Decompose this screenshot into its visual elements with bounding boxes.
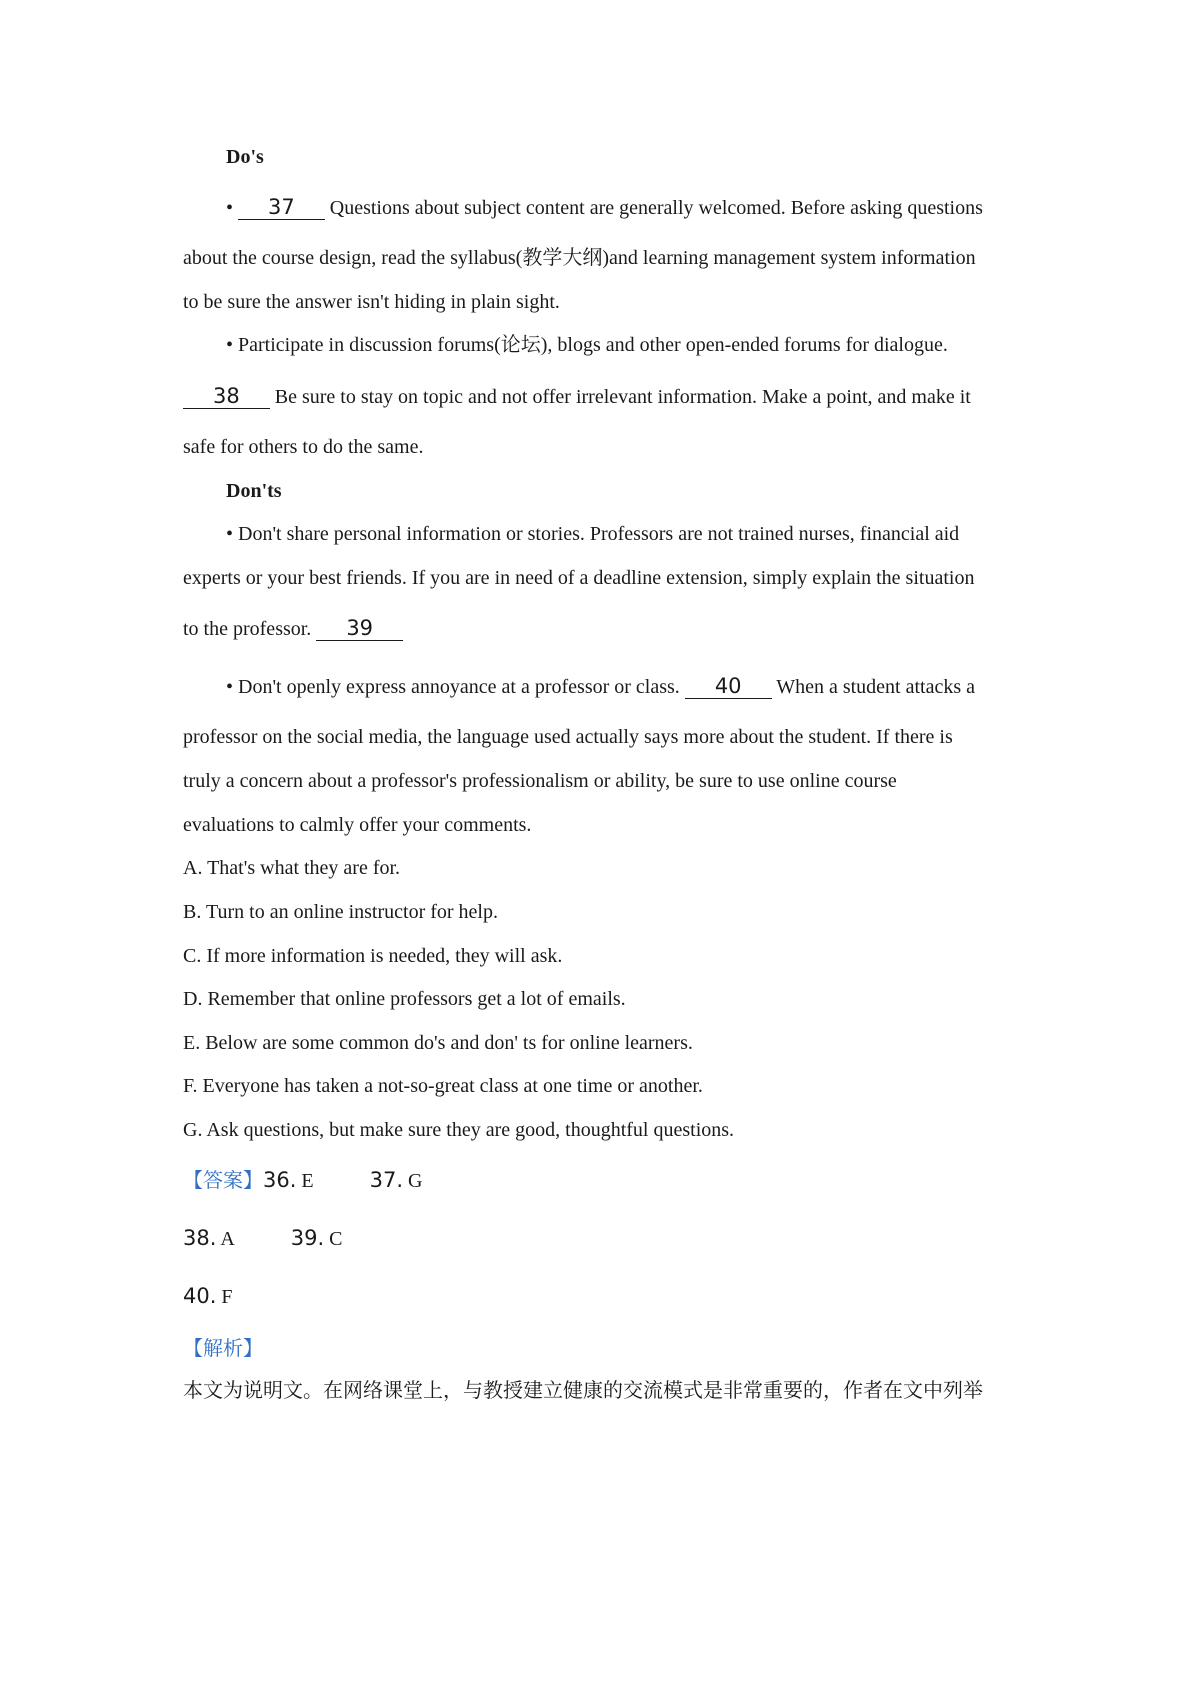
donts-item-2-line-2: professor on the social media, the language used actually says more about the student. If there is: [183, 726, 953, 748]
donts-item-2-line-1: [226, 672, 975, 701]
option-d: D. Remember that online professors get a lot of emails.: [183, 988, 626, 1010]
answer-num: 38.: [183, 1226, 217, 1250]
dos-item-1-line-2: about the course design, read the syllabus(教学大纲)and learning management system information: [183, 247, 976, 269]
donts-item-2-text-b: When a student attacks a: [776, 676, 975, 698]
dos-heading: Do's: [226, 146, 264, 168]
bullet: •: [226, 197, 234, 219]
dos-item-1-line-3: to be sure the answer isn't hiding in plain sight.: [183, 291, 560, 313]
answer-line-2: [183, 1224, 343, 1253]
analysis-label: 【解析】: [183, 1336, 263, 1360]
donts-item-1-text: to the professor.: [183, 618, 312, 640]
answer-num: 39.: [290, 1226, 325, 1250]
donts-item-1-line-1: • Don't share personal information or stories. Professors are not trained nurses, financial aid: [226, 523, 960, 545]
donts-item-2-line-3: truly a concern about a professor's professionalism or ability, be sure to use online course: [183, 770, 897, 792]
answer-line-3: [183, 1282, 233, 1311]
answer-num: 36.: [263, 1168, 297, 1192]
dos-item-2-line-2: [183, 382, 971, 411]
donts-item-1-line-2: experts or your best friends. If you are in need of a deadline extension, simply explain the situation: [183, 567, 975, 589]
donts-item-2-line-4: evaluations to calmly offer your comments.: [183, 814, 532, 836]
blank-38: 38: [183, 384, 270, 409]
answer-val: C: [329, 1228, 343, 1250]
blank-39: 39: [316, 616, 403, 641]
answer-val: E: [301, 1170, 314, 1192]
answer-val: A: [220, 1228, 235, 1250]
donts-item-2-text-a: • Don't openly express annoyance at a professor or class.: [226, 676, 680, 698]
donts-heading: Don'ts: [226, 480, 282, 502]
option-c: C. If more information is needed, they will ask.: [183, 945, 563, 967]
option-f: F. Everyone has taken a not-so-great class at one time or another.: [183, 1075, 703, 1097]
answer-label: 【答案】: [183, 1168, 263, 1192]
blank-37: 37: [238, 195, 325, 220]
dos-item-1-line-1: [226, 193, 983, 222]
dos-item-2-text: Be sure to stay on topic and not offer irrelevant information. Make a point, and make it: [274, 386, 971, 408]
answer-line-1: [183, 1166, 422, 1195]
answer-val: F: [221, 1286, 233, 1308]
blank-40: 40: [685, 674, 772, 699]
option-a: A. That's what they are for.: [183, 857, 401, 879]
answer-num: 37.: [369, 1168, 404, 1192]
dos-item-2-line-3: safe for others to do the same.: [183, 436, 424, 458]
option-b: B. Turn to an online instructor for help.: [183, 901, 498, 923]
answer-val: G: [408, 1170, 423, 1192]
option-g: G. Ask questions, but make sure they are good, thoughtful questions.: [183, 1119, 735, 1141]
option-e: E. Below are some common do's and don' ts for online learners.: [183, 1032, 693, 1054]
dos-item-2-line-1: • Participate in discussion forums(论坛), blogs and other open-ended forums for dialogue.: [226, 334, 948, 356]
analysis-text: 本文为说明文。在网络课堂上，与教授建立健康的交流模式是非常重要的，作者在文中列举: [183, 1380, 983, 1402]
dos-item-1-text: Questions about subject content are generally welcomed. Before asking questions: [329, 197, 983, 219]
donts-item-1-line-3: [183, 614, 403, 643]
answer-num: 40.: [183, 1284, 217, 1308]
